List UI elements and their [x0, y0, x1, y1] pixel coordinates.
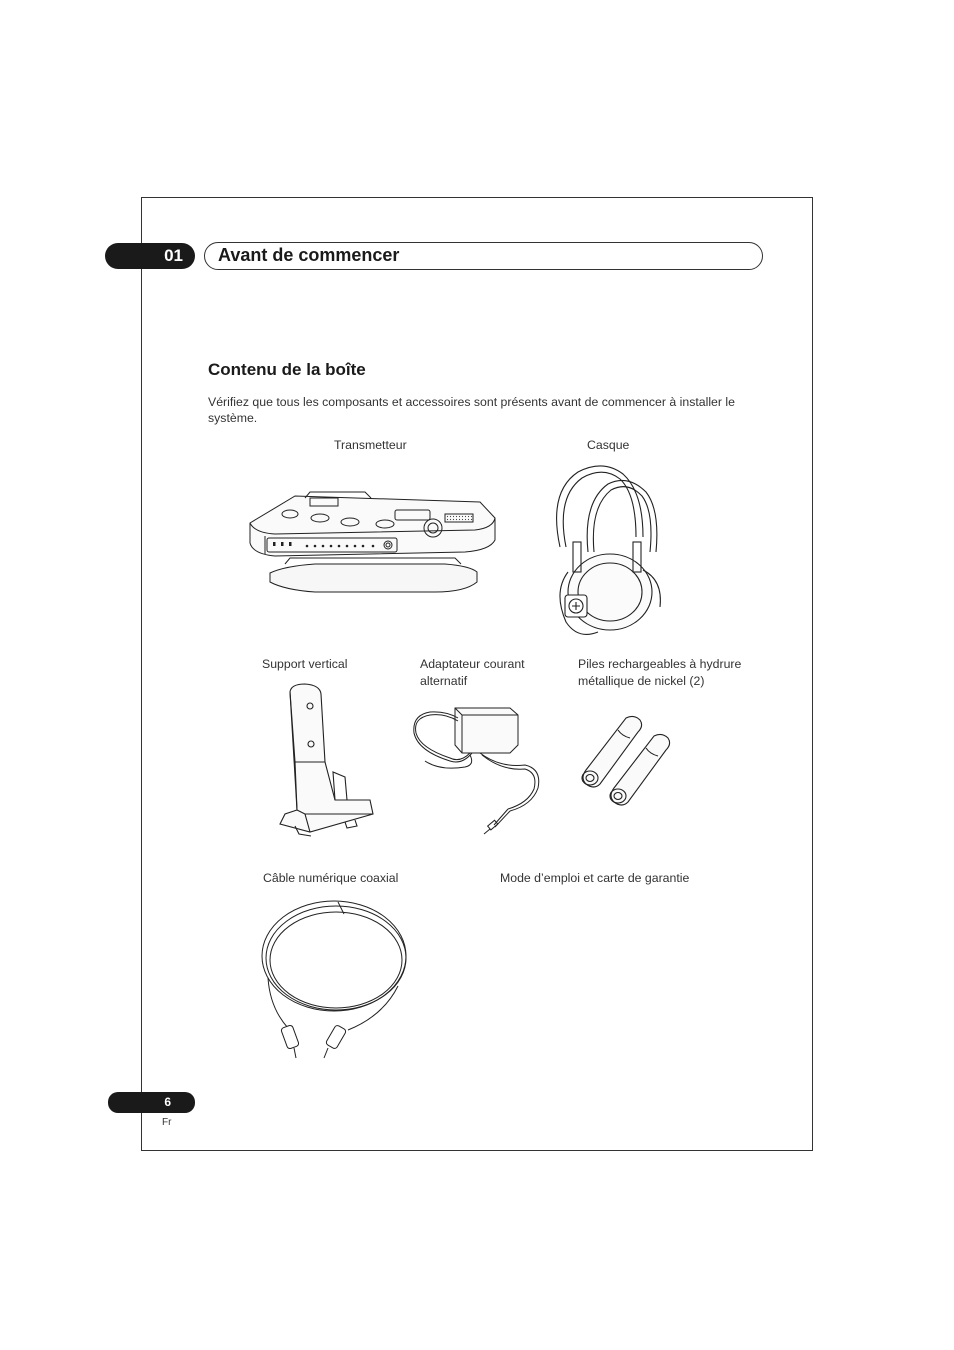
batteries-illustration	[578, 714, 693, 806]
label-manual: Mode d’emploi et carte de garantie	[500, 871, 690, 885]
coaxial-cable-illustration	[258, 898, 410, 1060]
stand-illustration	[275, 682, 380, 842]
headphones-illustration	[548, 462, 673, 642]
label-adapter-line1: Adaptateur courant	[420, 657, 525, 671]
label-batteries-line2: métallique de nickel (2)	[578, 674, 705, 688]
label-headphones: Casque	[587, 438, 630, 452]
section-title: Contenu de la boîte	[208, 360, 366, 379]
label-adapter-line2: alternatif	[420, 674, 468, 688]
language-code: Fr	[162, 1117, 172, 1128]
intro-text: Vérifiez que tous les composants et accessoires sont présents avant de commencer à installer le système.	[208, 395, 735, 425]
label-transmitter: Transmetteur	[334, 438, 407, 452]
label-stand: Support vertical	[262, 657, 348, 671]
ac-adapter-illustration	[410, 703, 545, 835]
page-number: 6	[108, 1092, 195, 1113]
label-batteries	[578, 656, 741, 690]
chapter-number: 01	[105, 243, 195, 269]
label-adapter	[420, 656, 525, 690]
label-batteries-line1: Piles rechargeables à hydrure	[578, 657, 742, 671]
transmitter-illustration	[245, 488, 500, 598]
label-cable: Câble numérique coaxial	[263, 871, 399, 885]
chapter-title: Avant de commencer	[218, 245, 400, 265]
